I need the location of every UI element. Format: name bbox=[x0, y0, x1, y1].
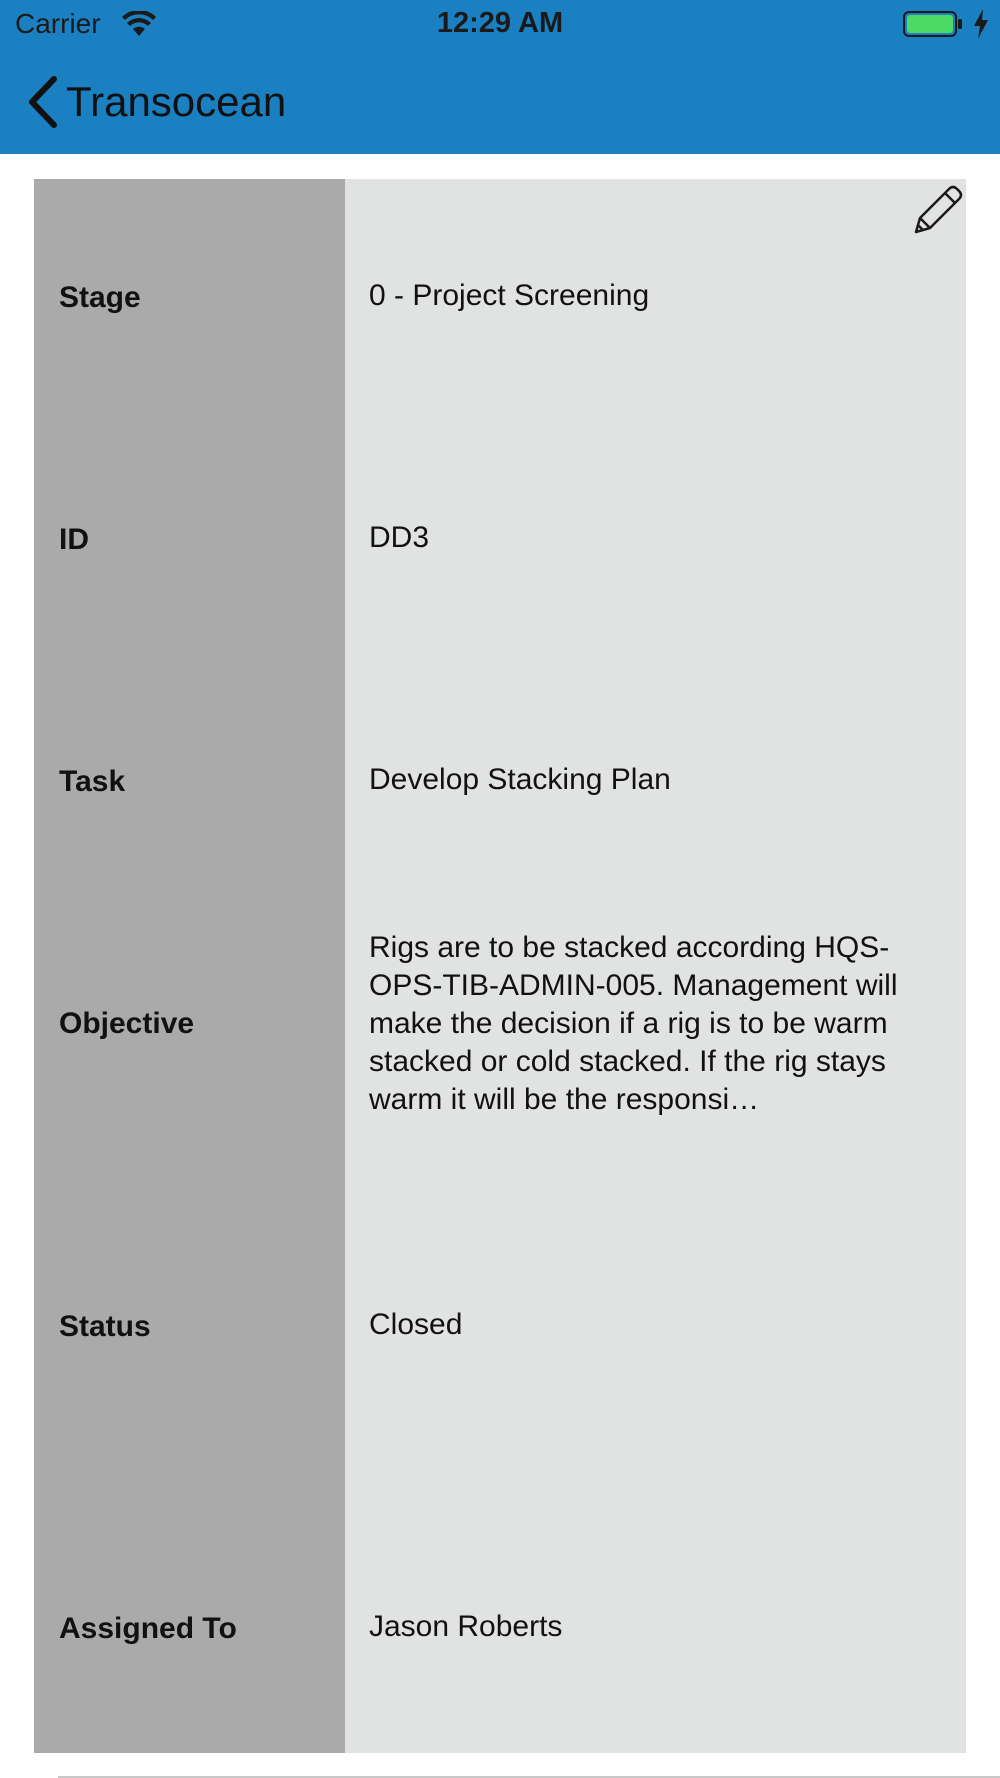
row-label-stage: Stage bbox=[59, 281, 141, 314]
navigation-bar bbox=[0, 50, 1000, 154]
row-value-objective: Rigs are to be stacked according HQS-OPS-TIB-ADMIN-005. Management will make the decision if a rig is to be warm stacked or cold stacked. If the rig stays warm it will be the responsi… bbox=[369, 931, 898, 1116]
row-value-id: DD3 bbox=[369, 521, 430, 554]
row-label-objective: Objective bbox=[59, 1007, 195, 1040]
carrier-label: Carrier bbox=[15, 8, 101, 39]
row-value-status: Closed bbox=[369, 1308, 463, 1341]
back-button[interactable] bbox=[26, 72, 286, 132]
row-label-assigned-to: Assigned To bbox=[59, 1612, 237, 1645]
battery-charging-icon bbox=[903, 11, 963, 37]
row-label-status: Status bbox=[59, 1310, 151, 1343]
charging-bolt-icon bbox=[972, 9, 990, 39]
clock: 12:29 AM bbox=[436, 7, 564, 39]
row-value-task: Develop Stacking Plan bbox=[369, 763, 671, 796]
detail-card bbox=[34, 179, 966, 1753]
row-label-task: Task bbox=[59, 765, 126, 798]
row-value-stage: 0 - Project Screening bbox=[369, 279, 650, 312]
label-column bbox=[34, 179, 345, 1753]
status-bar bbox=[0, 0, 1000, 50]
pencil-icon[interactable] bbox=[912, 184, 964, 236]
back-button-label: Transocean bbox=[66, 78, 287, 125]
row-value-assigned-to: Jason Roberts bbox=[369, 1610, 563, 1643]
row-label-id: ID bbox=[59, 523, 89, 556]
chevron-left-icon bbox=[26, 75, 60, 129]
